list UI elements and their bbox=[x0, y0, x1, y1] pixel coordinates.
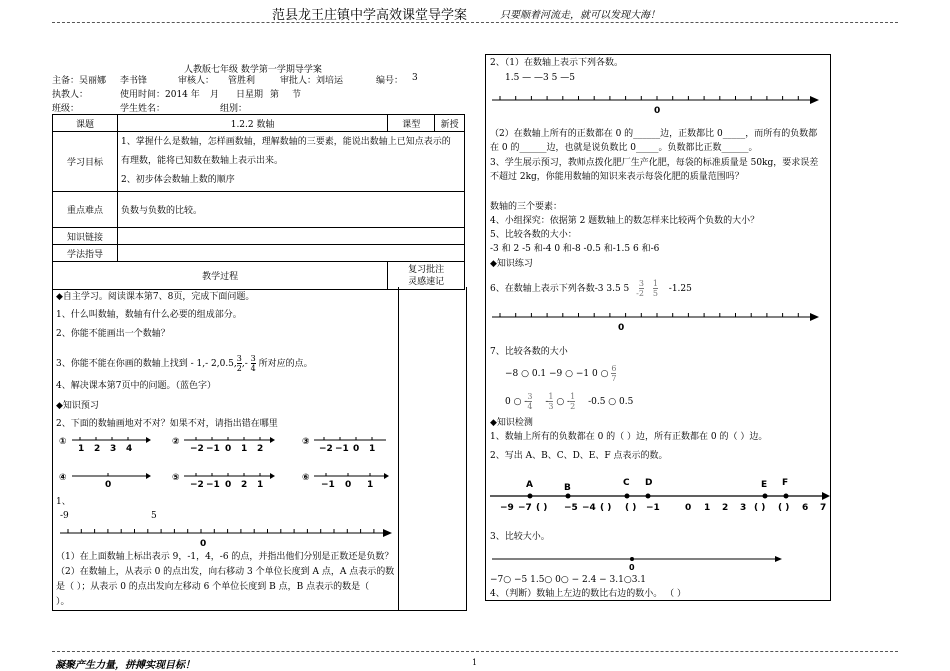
info-period: 节 bbox=[292, 90, 302, 100]
practice-heading: ◆知识练习 bbox=[490, 259, 533, 269]
svg-text:−2: −2 bbox=[319, 444, 333, 454]
svg-text:F: F bbox=[782, 478, 789, 488]
r7-row2: 0 ○ - $\frac{3}{4}$ - $\frac{1}{3}$ ○ - $\frac{1}{2}$ -0.5 ○ 0.5 bbox=[505, 392, 634, 411]
svg-text:1: 1 bbox=[704, 503, 711, 513]
info-approver: 审批人：刘培运 bbox=[280, 76, 344, 86]
preview-part-a: （1）在上面数轴上标出表示 9，-1，4，-6 的点，并指出他们分别是正数还是负数？ bbox=[56, 552, 394, 562]
circled-2: ② bbox=[172, 437, 180, 447]
info-number: 3 bbox=[412, 73, 418, 83]
page-number: 1 bbox=[472, 658, 478, 667]
svg-text:0: 0 bbox=[353, 444, 360, 454]
r5: 5、比较各数的大小： bbox=[490, 230, 577, 240]
preview-part-b3: ）。 bbox=[56, 597, 70, 607]
svg-text:1: 1 bbox=[241, 444, 248, 454]
svg-text:2: 2 bbox=[94, 444, 101, 454]
info-chief2: 李书锋 bbox=[120, 76, 148, 86]
topic-value: 1.2.2 数轴 bbox=[118, 115, 388, 132]
svg-text:−7: −7 bbox=[518, 503, 532, 513]
svg-text:3: 3 bbox=[110, 444, 117, 454]
lesson-table bbox=[52, 114, 465, 290]
svg-text:1: 1 bbox=[369, 444, 376, 454]
info-group: 组别： bbox=[220, 104, 248, 114]
r2-part2b: 在 0 的______边，也就是说负数比 0_____。负数都比正数______。 bbox=[490, 143, 758, 153]
svg-text:2: 2 bbox=[257, 444, 264, 454]
svg-text:C: C bbox=[623, 478, 630, 488]
svg-text:−1: −1 bbox=[646, 503, 660, 513]
label-5: 5 bbox=[151, 511, 157, 521]
r2-numbers: 1.5 — —3 5 —5 bbox=[505, 73, 575, 83]
info-number-label: 编号： bbox=[376, 76, 404, 86]
key-value: 负数与负数的比较。 bbox=[118, 192, 465, 228]
svg-text:−1: −1 bbox=[206, 480, 220, 490]
info-class: 班级： bbox=[52, 104, 80, 114]
axes-figure bbox=[56, 432, 396, 494]
number-line-c3 bbox=[490, 551, 790, 571]
review-column-line bbox=[398, 287, 399, 610]
svg-text:D: D bbox=[645, 478, 653, 488]
goal-2: 2、初步体会数轴上数的顺序 bbox=[121, 174, 235, 185]
svg-text:E: E bbox=[761, 480, 768, 490]
preview-q2: 2、下面的数轴画地对不对？如果不对，请指出错在哪里 bbox=[56, 419, 278, 429]
c3-numbers: −7○ −5 1.5○ 0○ − 2.4 − 3.1○3.1 bbox=[490, 575, 647, 585]
r5-numbers: -3 和 2 -5 和-4 0 和-8 -0.5 和-1.5 6 和-6 bbox=[490, 244, 660, 254]
r2-heading: 2、（1）在数轴上表示下列各数。 bbox=[490, 58, 623, 68]
svg-text:0: 0 bbox=[654, 106, 661, 116]
goal-1a: 1、掌握什么是数轴，怎样画数轴，理解数轴的三要素，能说出数轴上已知点表示的 bbox=[121, 136, 451, 147]
c3: 3、比较大小。 bbox=[490, 532, 550, 542]
svg-text:7: 7 bbox=[820, 503, 827, 513]
preview-q1: 1、 bbox=[56, 497, 71, 507]
info-chief: 主备：吴丽娜 bbox=[52, 76, 107, 86]
top-divider bbox=[52, 22, 898, 23]
r2-part2a: （2）在数轴上所有的正数都在 0 的______边，正数都比 0_____，而所有的负数都 bbox=[490, 129, 818, 139]
svg-text:( ): ( ) bbox=[754, 503, 766, 513]
svg-text:2: 2 bbox=[241, 480, 248, 490]
c2: 2、写出 A、B、C、D、E、F 点表示的数。 bbox=[490, 451, 668, 461]
svg-text:( ): ( ) bbox=[600, 503, 612, 513]
process-label: 教学过程 bbox=[53, 262, 388, 290]
type-label: 课型 bbox=[388, 115, 435, 132]
key-label: 重点难点 bbox=[53, 192, 118, 228]
svg-text:−2: −2 bbox=[190, 444, 204, 454]
page-title: 范县龙王庄镇中学高效课堂导学案 bbox=[272, 8, 468, 23]
info-weekday: 日星期 bbox=[236, 90, 264, 100]
svg-text:0: 0 bbox=[225, 444, 232, 454]
self-study-heading: ◆自主学习。阅读课本第7、8页，完成下面问题。 bbox=[56, 292, 255, 302]
r4: 4、小组探究：依据第 2 题数轴上的数怎样来比较两个负数的大小？ bbox=[490, 216, 760, 226]
svg-text:1: 1 bbox=[367, 480, 374, 490]
link-label: 知识链接 bbox=[53, 228, 118, 245]
review-label-1: 复习批注 bbox=[408, 264, 445, 275]
link-value bbox=[118, 228, 465, 245]
footer-motto: 凝聚产生力量，拼搏实现目标！ bbox=[55, 660, 195, 671]
svg-text:3: 3 bbox=[740, 503, 747, 513]
svg-text:−1: −1 bbox=[206, 444, 220, 454]
info-reviewer: 管胜利 bbox=[228, 76, 256, 86]
circled-6: ⑥ bbox=[302, 473, 310, 483]
circled-3: ③ bbox=[302, 437, 310, 447]
circled-5: ⑤ bbox=[172, 473, 180, 483]
preview-part-b2: 是（ ）；从表示 0 的点出发向左移动 6 个单位长度到 B 点，B 点表示的数是（ bbox=[56, 582, 370, 592]
info-reviewer-label: 审核人： bbox=[178, 76, 215, 86]
check-heading: ◆知识检测 bbox=[490, 418, 533, 428]
preview-heading: ◆知识预习 bbox=[56, 401, 99, 411]
r7: 7、比较各数的大小 bbox=[490, 347, 568, 357]
method-label: 学法指导 bbox=[53, 245, 118, 262]
svg-text:0: 0 bbox=[629, 563, 635, 571]
info-teacher-label: 执教人： bbox=[52, 90, 89, 100]
topic-label: 课题 bbox=[53, 115, 118, 132]
svg-text:−5: −5 bbox=[564, 503, 578, 513]
svg-text:0: 0 bbox=[345, 480, 352, 490]
circled-4: ④ bbox=[59, 473, 67, 483]
header-motto: 只要顺着河流走，就可以发现大海！ bbox=[500, 10, 660, 21]
method-value bbox=[118, 245, 465, 262]
svg-text:−1: −1 bbox=[321, 480, 335, 490]
svg-text:( ): ( ) bbox=[778, 503, 790, 513]
svg-text:1: 1 bbox=[257, 480, 264, 490]
svg-text:0: 0 bbox=[200, 539, 207, 549]
number-line-r6 bbox=[490, 308, 830, 332]
svg-text:0: 0 bbox=[225, 480, 232, 490]
r6: 6、在数轴上表示下列各数-3 3.5 5 - $\frac{3}{2}$ $\frac{1}{5}$ -1.25 bbox=[490, 279, 692, 298]
r7-row1: −8 ○ 0.1 −9 ○ −1 0 ○ $\frac{6}{7}$ bbox=[505, 364, 617, 383]
number-line-abcdef bbox=[490, 474, 830, 516]
question-2: 2、你能不能画出一个数轴？ bbox=[56, 329, 170, 339]
svg-text:0: 0 bbox=[618, 323, 625, 332]
circled-1: ① bbox=[59, 437, 67, 447]
question-3: 3、你能不能在你画的数轴上找到 - 1,- 2,0.5, $\frac{3}{2}$ ,- $\frac{3}{4}$ 所对应的点。 bbox=[56, 354, 313, 373]
goals-label: 学习目标 bbox=[53, 132, 118, 192]
svg-text:4: 4 bbox=[126, 444, 133, 454]
number-line-r2 bbox=[490, 90, 830, 116]
info-date-label: 使用时间：2014 年 bbox=[120, 90, 200, 100]
svg-text:1: 1 bbox=[78, 444, 85, 454]
r3-line2: 不超过 2kg，你能用数轴的知识来表示每袋化肥的质量范围吗？ bbox=[490, 172, 744, 182]
svg-text:0: 0 bbox=[685, 503, 692, 513]
three-elements: 数轴的三个要素： bbox=[490, 202, 563, 212]
review-label-2: 灵感速记 bbox=[408, 276, 445, 287]
label-neg9: -9 bbox=[60, 511, 69, 521]
number-line-left bbox=[58, 525, 398, 549]
svg-text:0: 0 bbox=[105, 480, 112, 490]
svg-text:A: A bbox=[526, 480, 533, 490]
c1: 1、数轴上所有的负数都在 0 的（ ）边，所有正数都在 0 的（ ）边。 bbox=[490, 432, 768, 442]
svg-text:B: B bbox=[564, 483, 571, 493]
svg-text:−1: −1 bbox=[335, 444, 349, 454]
question-4: 4、解决课本第7页中的问题。（蓝色字） bbox=[56, 381, 216, 391]
c4: 4、（判断）数轴上左边的数比右边的数小。 （ ） bbox=[490, 589, 686, 599]
info-student: 学生姓名： bbox=[120, 104, 166, 114]
preview-part-b1: （2）在数轴上，从表示 0 的点出发，向右移动 3 个单位长度到 A 点，A 点表示的数 bbox=[56, 567, 395, 577]
r3-line1: 3、学生展示预习，教师点拨化肥厂生产化肥，每袋的标准质量是 50kg，要求误差 bbox=[490, 158, 819, 168]
svg-text:−4: −4 bbox=[582, 503, 596, 513]
svg-text:( ): ( ) bbox=[536, 503, 548, 513]
svg-text:( ): ( ) bbox=[625, 503, 637, 513]
svg-text:−2: −2 bbox=[190, 480, 204, 490]
info-month: 月 bbox=[210, 90, 220, 100]
goal-1b: 有理数，能将已知数在数轴上表示出来。 bbox=[121, 155, 284, 166]
type-value: 新授 bbox=[435, 115, 465, 132]
svg-text:−9: −9 bbox=[500, 503, 514, 513]
subtitle: 人教版七年级 数学第一学期导学案 bbox=[184, 65, 322, 75]
svg-text:2: 2 bbox=[722, 503, 729, 513]
svg-text:6: 6 bbox=[802, 503, 809, 513]
bottom-divider bbox=[52, 651, 898, 652]
question-1: 1、什么叫数轴，数轴有什么必要的组成部分。 bbox=[56, 310, 242, 320]
info-period-di: 第 bbox=[270, 90, 280, 100]
